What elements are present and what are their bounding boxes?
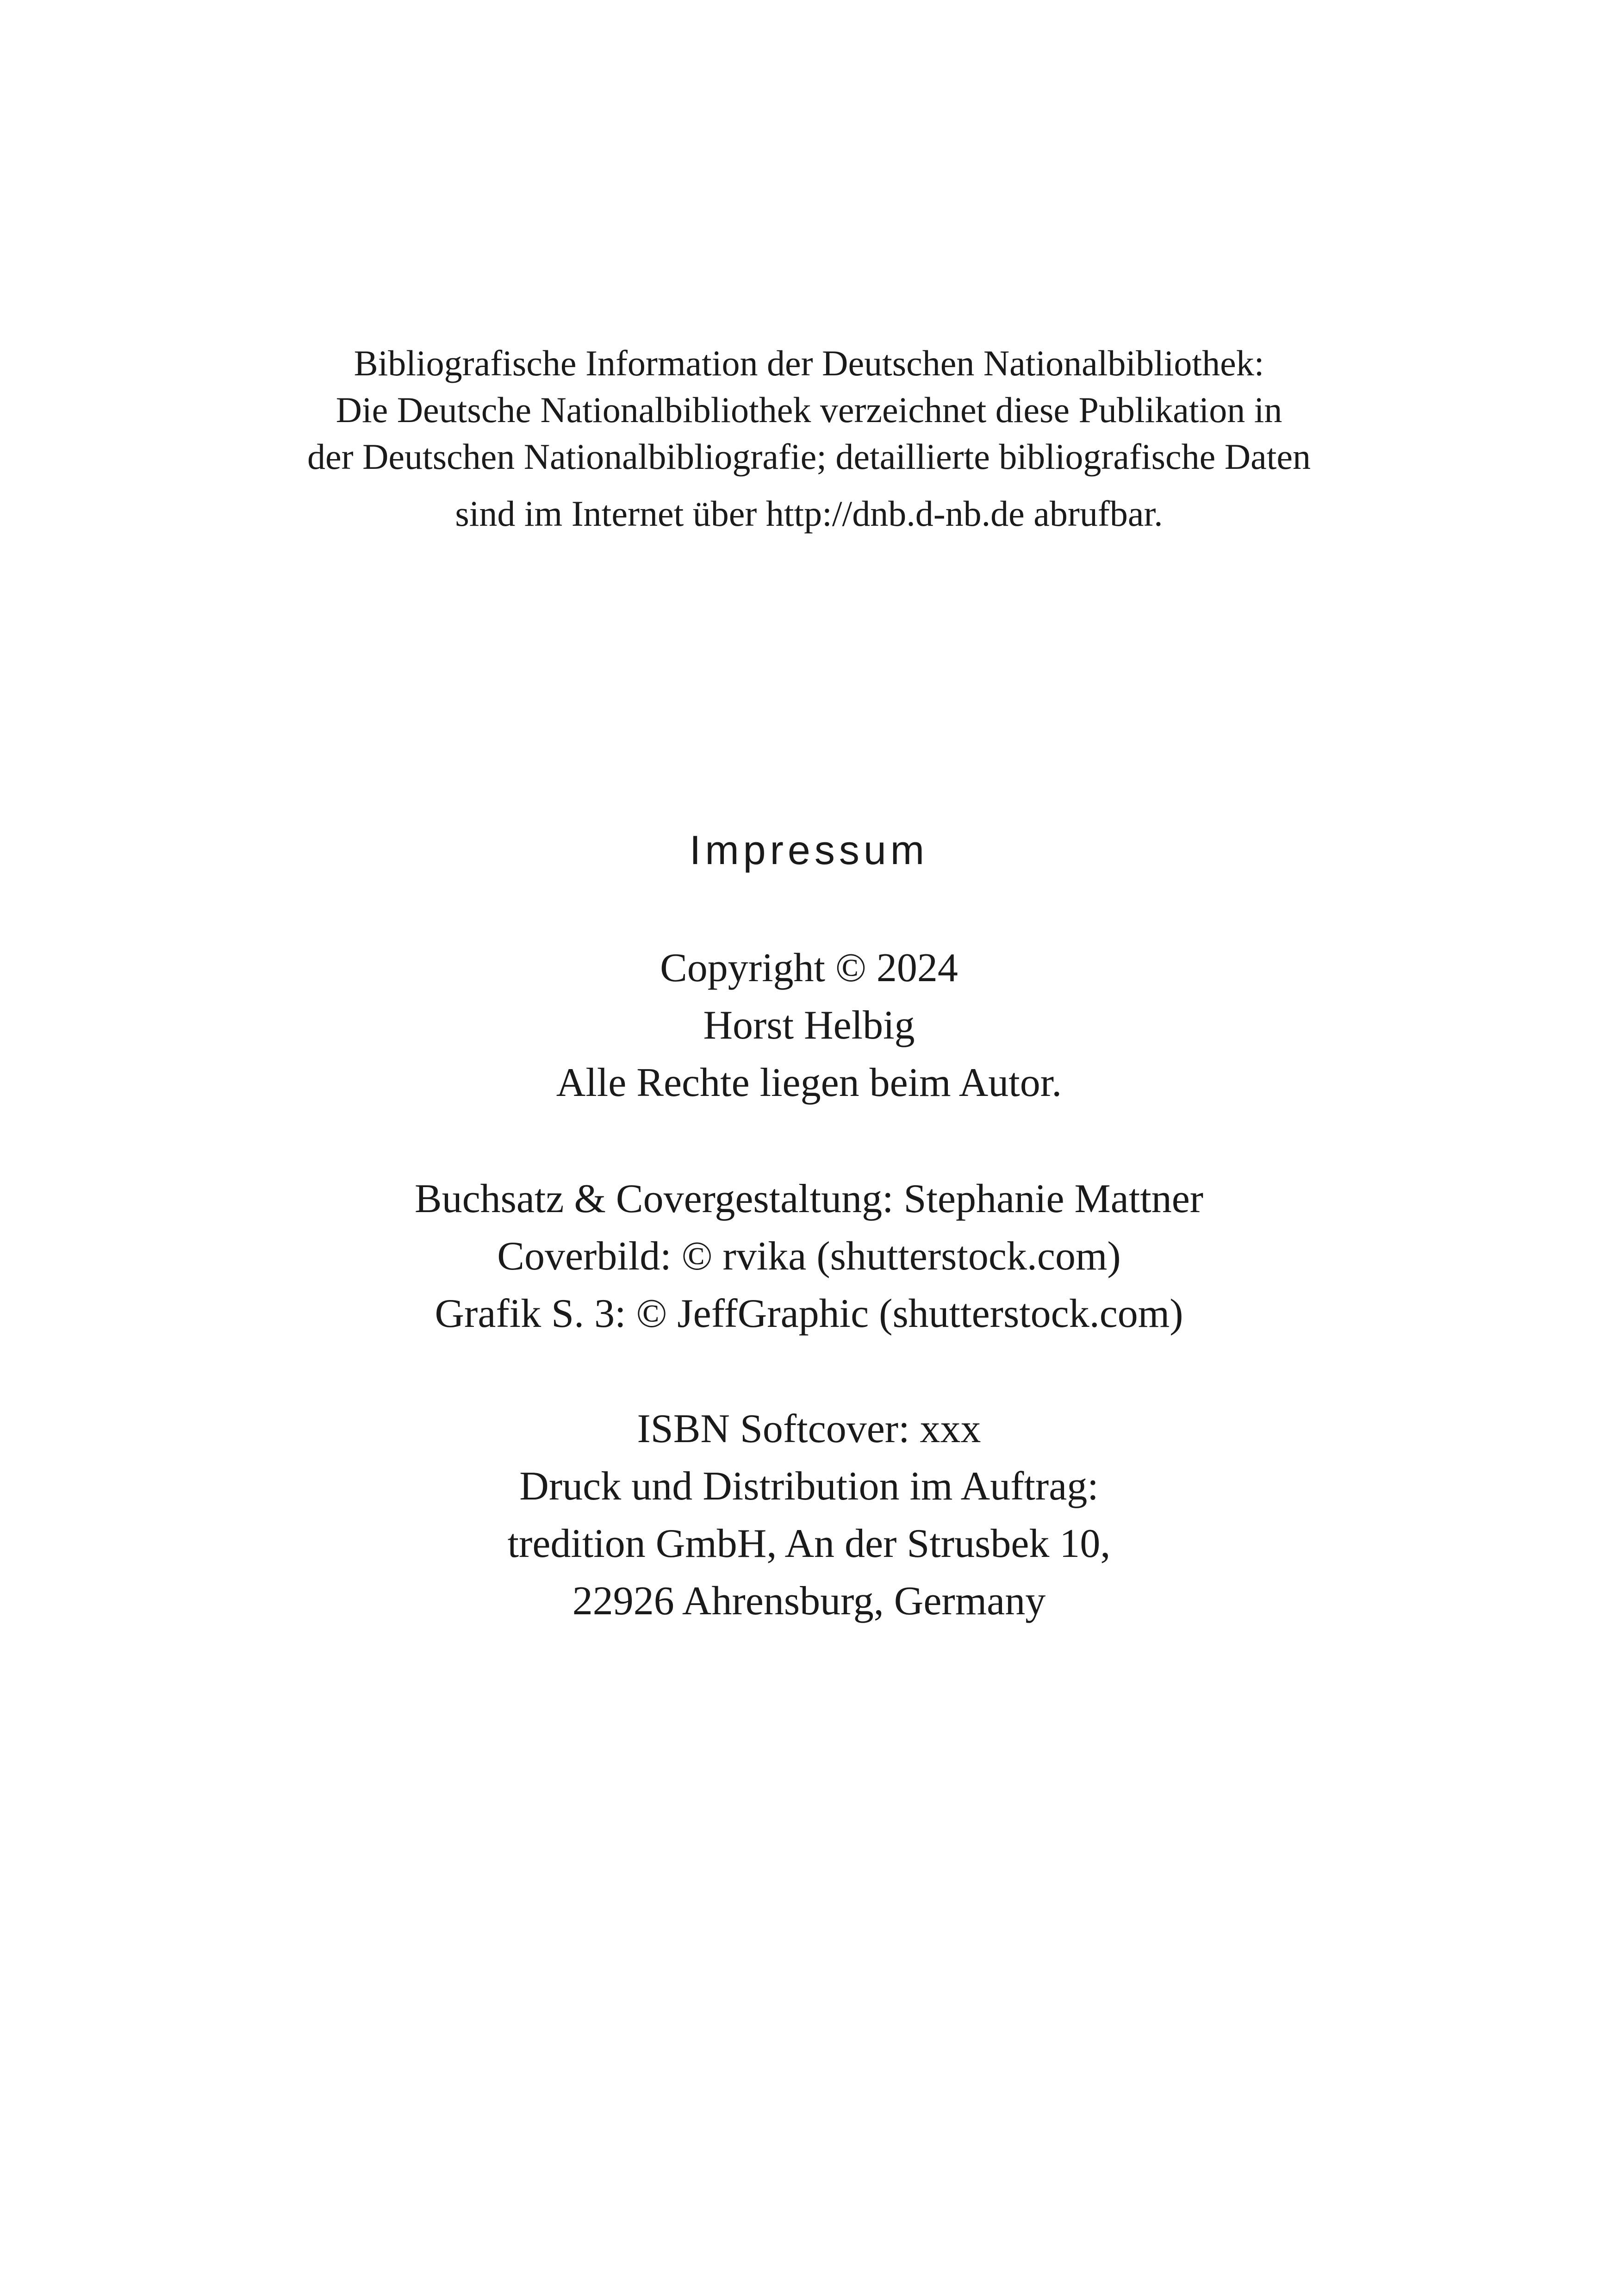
- author-name: Horst Helbig: [703, 1003, 915, 1048]
- graphic-credit: Grafik S. 3: © JeffGraphic (shutterstock.com): [435, 1291, 1183, 1336]
- impressum-heading: Impressum: [689, 827, 929, 873]
- print-distribution-line: Druck und Distribution im Auftrag:: [519, 1464, 1099, 1509]
- typesetting-credit: Buchsatz & Covergestaltung: Stephanie Mattner: [414, 1176, 1204, 1221]
- bib-notice-line-2: Die Deutsche Nationalbibliothek verzeichnet diese Publikation in: [336, 390, 1282, 430]
- cover-image-credit: Coverbild: © rvika (shutterstock.com): [497, 1234, 1121, 1279]
- copyright-line: Copyright © 2024: [660, 946, 958, 990]
- isbn-line: ISBN Softcover: xxx: [637, 1406, 981, 1451]
- publisher-address-line: tredition GmbH, An der Strusbek 10,: [507, 1521, 1111, 1566]
- rights-line: Alle Rechte liegen beim Autor.: [556, 1060, 1062, 1105]
- bib-notice-line-3: der Deutschen Nationalbibliografie; detaillierte bibliografische Daten: [307, 436, 1311, 477]
- publisher-city-line: 22926 Ahrensburg, Germany: [572, 1579, 1046, 1624]
- bib-notice-line-4: sind im Internet über http://dnb.d-nb.de abrufbar.: [455, 493, 1163, 534]
- bib-notice-line-1: Bibliografische Information der Deutschen Nationalbibliothek:: [354, 343, 1264, 383]
